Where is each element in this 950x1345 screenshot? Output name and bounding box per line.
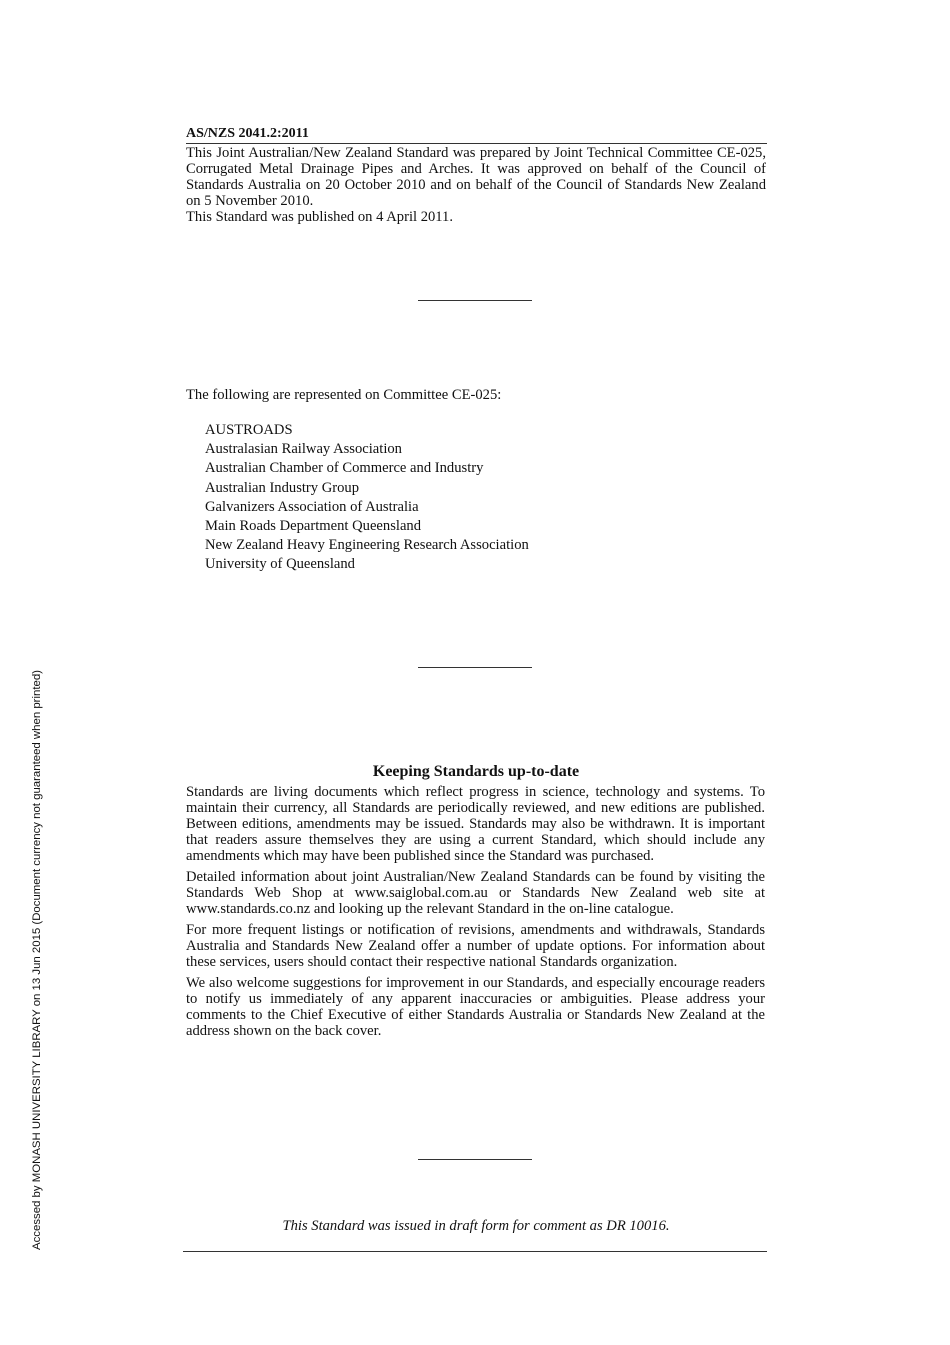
organization-item: New Zealand Heavy Engineering Research Association xyxy=(205,537,529,554)
preparation-section xyxy=(186,145,766,225)
organization-item: Main Roads Department Queensland xyxy=(205,518,422,535)
body-paragraph: For more frequent listings or notification of revisions, amendments and withdrawals, Standards Australia and Standards New Zealand offer a number of update options. For information about these services, users should contact their respective national Standards organization. xyxy=(186,922,765,970)
draft-note: This Standard was issued in draft form for comment as DR 10016. xyxy=(282,1218,670,1234)
organization-item: Galvanizers Association of Australia xyxy=(205,498,419,515)
organization-item: Australian Industry Group xyxy=(205,479,360,496)
body-paragraph: We also welcome suggestions for improvement in our Standards, and especially encourage readers to notify us immediately of any apparent inaccuracies or ambiguities. Please address your comments to the Chief Executive of either Standards Australia or Standards New Zealand at the address shown on the back cover. xyxy=(186,975,765,1039)
organization-item: AUSTROADS xyxy=(205,422,293,438)
organization-item: Australasian Railway Association xyxy=(205,441,402,458)
footer-rule xyxy=(183,1251,767,1252)
committee-organization-list xyxy=(205,421,529,575)
section-divider xyxy=(418,1159,532,1160)
organization-item: University of Queensland xyxy=(205,556,355,573)
committee-intro: The following are represented on Committee CE-025: xyxy=(186,387,502,403)
body-paragraph: Standards are living documents which reflect progress in science, technology and systems. To maintain their currency, all Standards are periodically reviewed, and new editions are published. Between editions, amendments may be issued. Standards may also be withdrawn. It is important that readers assure themselves they are using a current Standard, which should include any amendments which may have been published since the Standard was purchased. xyxy=(186,784,765,864)
keeping-up-to-date-heading: Keeping Standards up-to-date xyxy=(372,763,580,780)
section-divider xyxy=(418,300,532,301)
organization-item: Australian Chamber of Commerce and Industry xyxy=(205,460,484,477)
body-paragraph: Detailed information about joint Australian/New Zealand Standards can be found by visiting the Standards Web Shop at www.saiglobal.com.au or Standards New Zealand web site at www.standards.co.nz and looking up the relevant Standard in the on-line catalogue. xyxy=(186,869,765,917)
preparation-paragraph: This Joint Australian/New Zealand Standard was prepared by Joint Technical Committee CE-025, Corrugated Metal Drainage Pipes and Arches. It was approved on behalf of the Council of Standards Australia on 20 October 2010 and on behalf of the Council of Standards New Zealand on 5 November 2010. xyxy=(186,145,766,209)
keeping-up-to-date-body xyxy=(186,784,765,1044)
standard-number: AS/NZS 2041.2:2011 xyxy=(186,126,767,144)
publication-date: This Standard was published on 4 April 2011. xyxy=(186,209,453,225)
access-watermark: Accessed by MONASH UNIVERSITY LIBRARY on 13 Jun 2015 (Document currency not guaranteed when printed) xyxy=(31,670,43,1250)
section-divider xyxy=(418,667,532,668)
